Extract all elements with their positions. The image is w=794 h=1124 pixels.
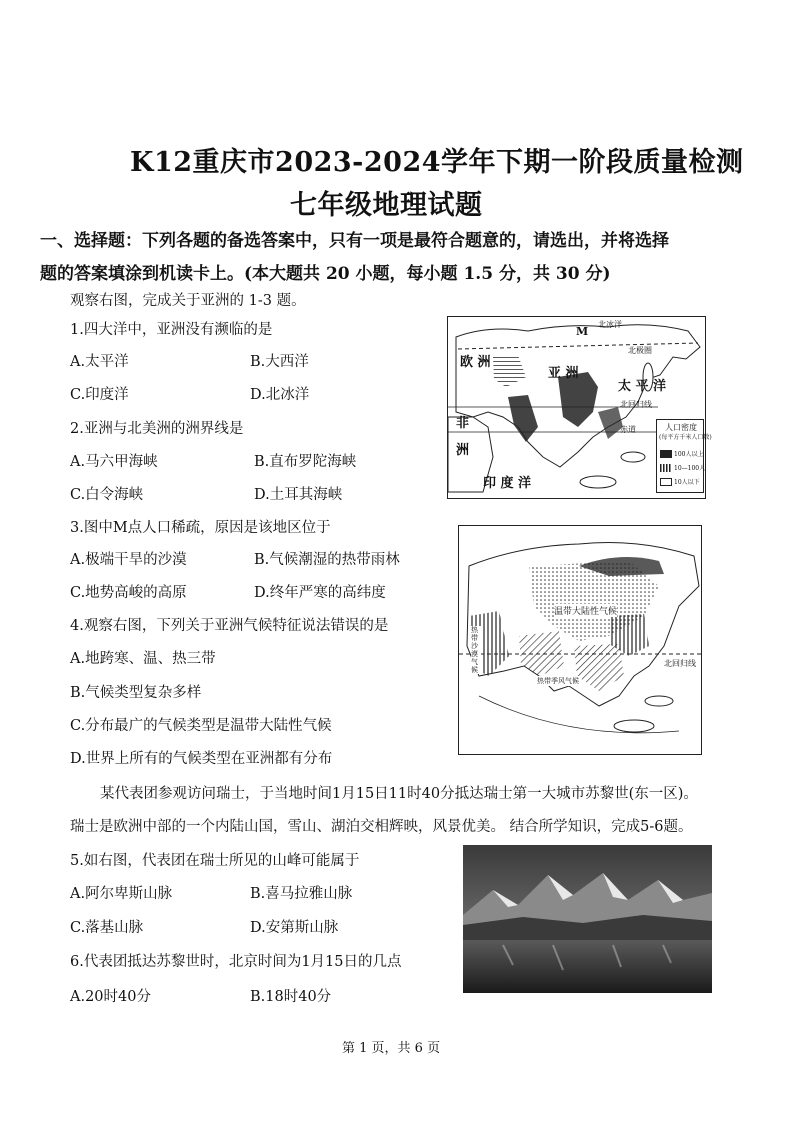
- map1-label-africa-2: 洲: [456, 443, 470, 458]
- legend-item-high: 100人以上: [674, 451, 704, 458]
- intro-1-3: 观察右图，完成关于亚洲的 1-3 题。: [70, 293, 306, 309]
- passage-line1: 某代表团参观访问瑞士，于当地时间1月15日11时40分抵达瑞士第一大城市苏黎世(东一区)。: [100, 786, 698, 802]
- exam-subtitle: 七年级地理试题: [290, 190, 483, 221]
- legend-item-low: 10人以下: [674, 479, 700, 486]
- map1-label-tropic: 北回归线: [620, 400, 652, 409]
- section-header-line2: 题的答案填涂到机读卡上。(本大题共 20 小题，每小题 1.5 分，共 30 分): [40, 264, 611, 284]
- question-1-stem: 1.四大洋中，亚洲没有濒临的是: [70, 322, 273, 338]
- question-2-stem: 2.亚洲与北美洲的洲界线是: [70, 421, 244, 437]
- question-3-option-b[interactable]: B.气候潮湿的热带雨林: [254, 552, 400, 568]
- map2-label-temperate-continental: 温带大陆性气候: [554, 604, 617, 617]
- question-3-stem: 3.图中M点人口稀疏，原因是该地区位于: [70, 520, 331, 536]
- question-5-option-a[interactable]: A.阿尔卑斯山脉: [70, 886, 173, 902]
- question-5-option-b[interactable]: B.喜马拉雅山脉: [250, 886, 353, 902]
- question-6-stem: 6.代表团抵达苏黎世时，北京时间为1月15日的几点: [70, 954, 402, 970]
- map2-label-tropical-monsoon: 热带季风气候: [537, 677, 579, 685]
- map2-label-tropic: 北回归线: [664, 659, 696, 668]
- question-3-option-c[interactable]: C.地势高峻的高原: [70, 585, 187, 601]
- question-2-option-a[interactable]: A.马六甲海峡: [70, 454, 158, 470]
- legend-swatch-mid: [660, 464, 672, 472]
- question-5-option-c[interactable]: C.落基山脉: [70, 920, 144, 936]
- map1-label-m: M: [576, 325, 589, 338]
- question-6-option-b[interactable]: B.18时40分: [250, 989, 332, 1005]
- question-4-option-b[interactable]: B.气候类型复杂多样: [70, 685, 202, 701]
- exam-title: K12重庆市2023-2024学年下期一阶段质量检测: [130, 147, 744, 178]
- legend-item-mid: 10—100人: [674, 465, 706, 472]
- question-2-option-c[interactable]: C.白令海峡: [70, 487, 144, 503]
- question-4-option-d[interactable]: D.世界上所有的气候类型在亚洲都有分布: [70, 751, 333, 767]
- climate-map-graphic: [459, 526, 703, 756]
- map1-label-europe: 欧 洲: [460, 355, 491, 370]
- asia-population-map: [447, 316, 712, 499]
- legend-title: 人口密度: [665, 423, 697, 432]
- question-1-option-c[interactable]: C.印度洋: [70, 387, 129, 403]
- section-header-line1: 一、选择题：下列各题的备选答案中，只有一项是最符合题意的，请选出，并将选择: [40, 231, 669, 251]
- map1-label-equator: 赤道: [620, 425, 636, 434]
- question-1-option-d[interactable]: D.北冰洋: [250, 387, 310, 403]
- question-1-option-b[interactable]: B.大西洋: [250, 354, 309, 370]
- passage-line2: 瑞士是欧洲中部的一个内陆山国，雪山、湖泊交相辉映，风景优美。 结合所学知识，完成5-6题。: [70, 819, 693, 835]
- legend-swatch-high: [660, 450, 672, 458]
- question-4-option-c[interactable]: C.分布最广的气候类型是温带大陆性气候: [70, 718, 332, 734]
- mountain-photo-graphic: [463, 845, 712, 993]
- map1-label-asia: 亚 洲: [548, 366, 579, 381]
- question-3-option-a[interactable]: A.极端干旱的沙漠: [70, 552, 187, 568]
- asia-climate-map: [458, 525, 702, 755]
- map2-label-tropical-desert: 热带沙漠气候: [471, 626, 481, 674]
- question-6-option-a[interactable]: A.20时40分: [70, 989, 151, 1005]
- map1-label-arctic-ocean: 北冰洋: [598, 320, 622, 329]
- question-2-option-d[interactable]: D.土耳其海峡: [254, 487, 343, 503]
- mountain-lake-photo: [463, 845, 712, 993]
- map1-label-arctic: 北极圈: [628, 346, 652, 355]
- question-4-stem: 4.观察右图，下列关于亚洲气候特征说法错误的是: [70, 618, 389, 634]
- map1-legend: [656, 419, 712, 493]
- map1-label-africa-1: 非: [456, 416, 470, 431]
- question-5-option-d[interactable]: D.安第斯山脉: [250, 920, 339, 936]
- legend-swatch-low: [660, 478, 672, 486]
- map1-label-pacific: 太 平 洋: [618, 379, 667, 394]
- question-3-option-d[interactable]: D.终年严寒的高纬度: [254, 585, 386, 601]
- question-4-option-a[interactable]: A.地跨寒、温、热三带: [70, 651, 216, 667]
- question-1-option-a[interactable]: A.太平洋: [70, 354, 129, 370]
- legend-unit: (每平方千米人口数): [659, 434, 712, 441]
- question-2-option-b[interactable]: B.直布罗陀海峡: [254, 454, 357, 470]
- question-5-stem: 5.如右图，代表团在瑞士所见的山峰可能属于: [70, 853, 360, 869]
- page-footer: 第 1 页，共 6 页: [342, 1041, 441, 1056]
- map1-label-indian: 印 度 洋: [483, 476, 532, 491]
